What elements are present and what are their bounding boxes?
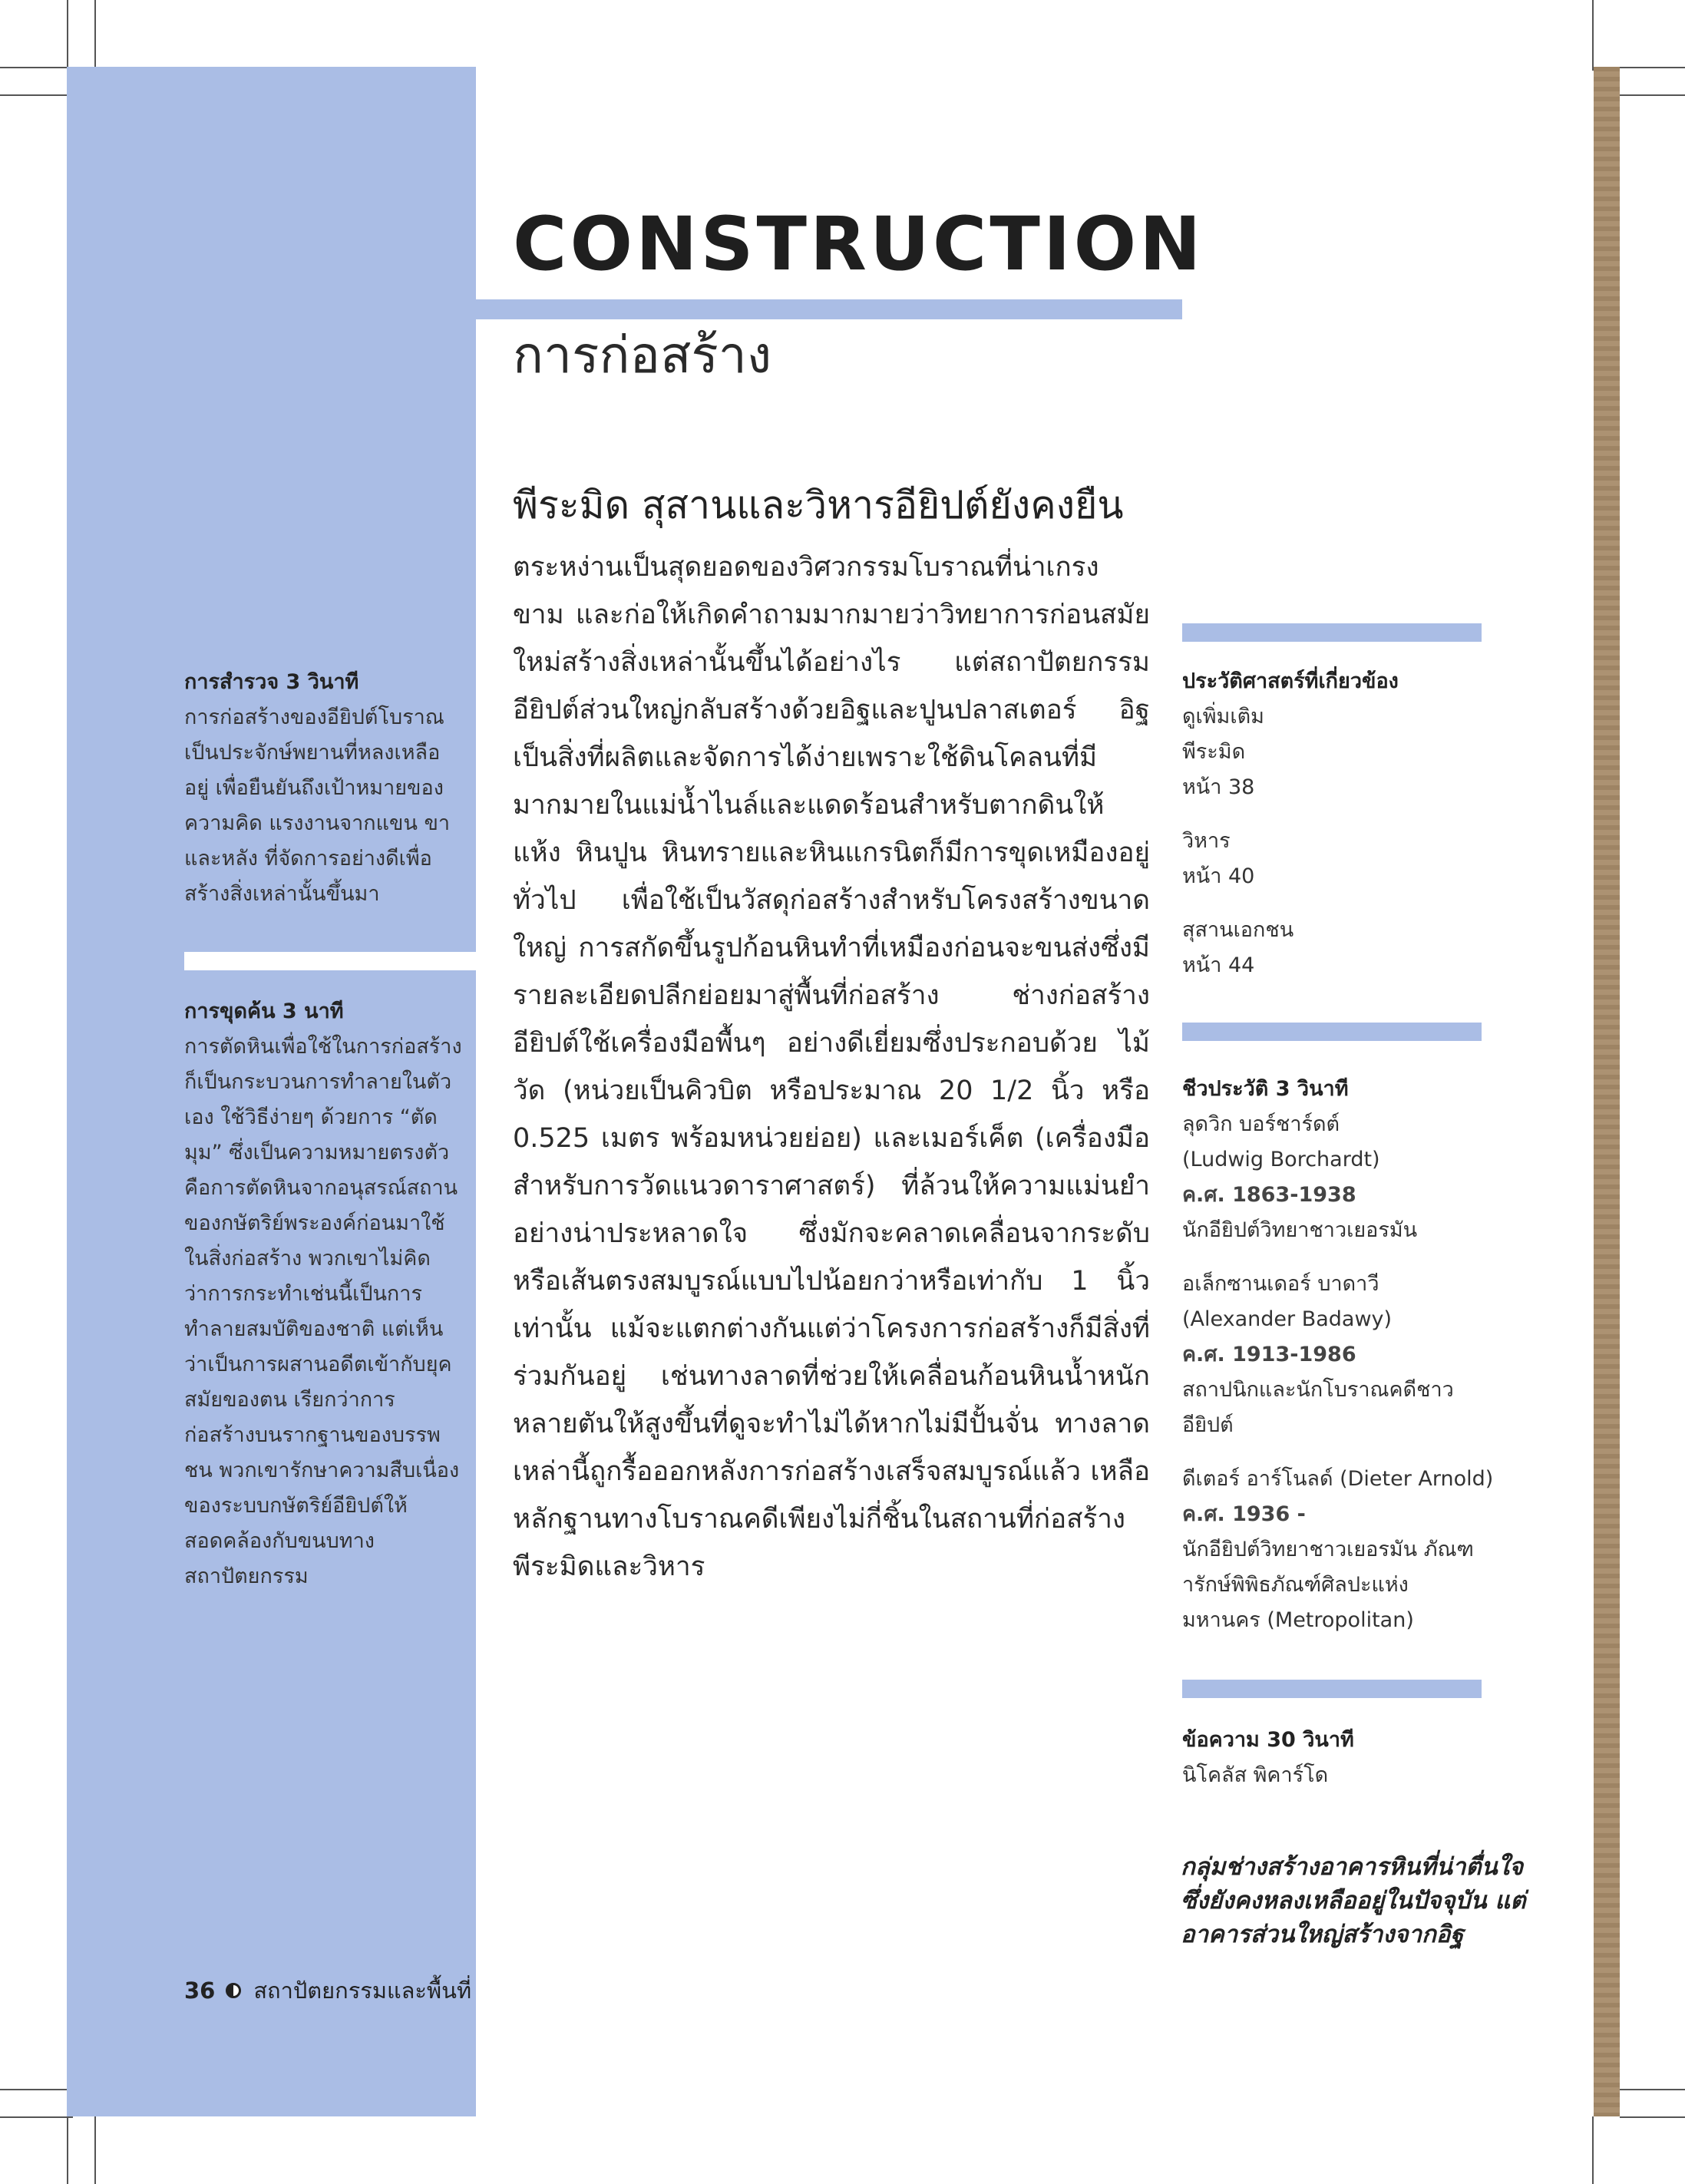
related-item: วิหาร	[1182, 829, 1231, 853]
photo-edge-strip	[1594, 67, 1620, 2116]
bio-latin-name: (Alexander Badawy)	[1182, 1307, 1393, 1331]
excavation-text: การตัดหินเพื่อใช้ในการก่อสร้างก็เป็นกระบวนการทำลายในตัวเอง ใช้วิธีง่ายๆ ด้วยการ “ตัดมุม” ซึ่งเป็นความหมายตรงตัว คือการตัดหินจากอนุสรณ์สถานของกษัตริย์พระองค์ก่อนมาใช้ในสิ่งก่อสร้าง พวกเขาไม่คิดว่าการกระทำเช่นนี้เป็นการทำลายสมบัติของชาติ แต่เห็นว่าเป็นการผสานอดีตเข้ากับยุคสมัยของตน เรียกว่าการก่อสร้างบนรากฐานของบรรพชน พวกเขารักษาความสืบเนื่องของระบบกษัตริย์อียิปต์ให้สอดคล้องกับขนบทางสถาปัตยกรรม	[184, 1035, 462, 1588]
bio-desc: นักอียิปต์วิทยาชาวเยอรมัน	[1182, 1218, 1418, 1242]
crop-mark	[1592, 0, 1594, 71]
page-title: CONSTRUCTION	[513, 201, 1204, 287]
article-body: ตระหง่านเป็นสุดยอดของวิศวกรรมโบราณที่น่าเกรงขาม และก่อให้เกิดคำถามมากมายว่าวิทยาการก่อนสมัยใหม่สร้างสิ่งเหล่านั้นขึ้นได้อย่างไร แต่สถาปัตยกรรมอียิปต์ส่วนใหญ่กลับสร้างด้วยอิฐและปูนปลาสเตอร์ อิฐเป็นสิ่งที่ผลิตและจัดการได้ง่ายเพราะใช้ดินโคลนที่มีมากมายในแม่น้ำไนล์และแดดร้อนสำหรับตากดินให้แห้ง หินปูน หินทรายและหินแกรนิตก็มีการขุดเหมืองอยู่ทั่วไป เพื่อใช้เป็นวัสดุก่อสร้างสำหรับโครงสร้างขนาดใหญ่ การสกัดขึ้นรูปก้อนหินทำที่เหมืองก่อนจะขนส่งซึ่งมีรายละเอียดปลีกย่อยมาสู่พื้นที่ก่อสร้าง ช่างก่อสร้างอียิปต์ใช้เครื่องมือพื้นๆ อย่างดีเยี่ยมซึ่งประกอบด้วย ไม้วัด (หน่วยเป็นคิวบิต หรือประมาณ 20 1/2 นิ้ว หรือ 0.525 เมตร พร้อมหน่วยย่อย) และเมอร์เค็ต (เครื่องมือสำหรับการวัดแนวดาราศาสตร์) ที่ล้วนให้ความแม่นยำอย่างน่าประหลาดใจ ซึ่งมักจะคลาดเคลื่อนจากระดับหรือเส้นตรงสมบูรณ์แบบไปน้อยกว่าหรือเท่ากับ 1 นิ้วเท่านั้น แม้จะแตกต่างกันแต่ว่าโครงการก่อสร้างก็มีสิ่งที่ร่วมกันอยู่ เช่นทางลาดที่ช่วยให้เคลื่อนก้อนหินน้ำหนักหลายตันให้สูงขึ้นที่ดูจะทำไม่ได้หากไม่มีปั้นจั่น ทางลาดเหล่านี้ถูกรื้อออกหลังการก่อสร้างเสร็จสมบูรณ์แล้ว เหลือหลักฐานทางโบราณคดีเพียงไม่กี่ชิ้นในสถานที่ก่อสร้างพีระมิดและวิหาร	[513, 552, 1150, 1582]
related-page: หน้า 38	[1182, 775, 1255, 799]
crop-mark	[94, 2116, 96, 2184]
section-name: สถาปัตยกรรมและพื้นที่	[253, 1977, 472, 2004]
excavation-heading: การขุดค้น 3 นาที	[184, 999, 344, 1023]
crop-mark	[1620, 67, 1685, 68]
bio-name: ลุดวิก บอร์ชาร์ดต์	[1182, 1112, 1340, 1136]
excavation-box	[184, 994, 462, 1594]
bio-desc: สถาปนิกและนักโบราณคดีชาวอียิปต์	[1182, 1378, 1454, 1437]
half-circle-icon	[226, 1983, 241, 1998]
crop-mark	[0, 94, 73, 96]
page-subtitle: การก่อสร้าง	[513, 325, 772, 385]
section-divider	[184, 952, 476, 970]
see-also-label: ดูเพิ่มเติม	[1182, 705, 1264, 729]
bio-years: ค.ศ. 1936 -	[1182, 1502, 1306, 1526]
crop-mark	[0, 2116, 73, 2118]
survey-box	[184, 665, 457, 912]
text30-author: นิโคลัส พิคาร์โด	[1182, 1763, 1329, 1787]
bio-desc: นักอียิปต์วิทยาชาวเยอรมัน ภัณฑารักษ์พิพิธภัณฑ์ศิลปะแห่งมหานคร (Metropolitan)	[1182, 1538, 1474, 1632]
bio-name: ดีเตอร์ อาร์โนลด์ (Dieter Arnold)	[1182, 1467, 1494, 1491]
bio-years: ค.ศ. 1913-1986	[1182, 1343, 1356, 1366]
bio-latin-name: (Ludwig Borchardt)	[1182, 1148, 1380, 1171]
bio-years: ค.ศ. 1863-1938	[1182, 1183, 1356, 1207]
related-history-box	[1182, 664, 1551, 983]
lead-sentence: พีระมิด สุสานและวิหารอียิปต์ยังคงยืน	[513, 483, 1124, 527]
section-divider	[1182, 623, 1482, 642]
related-item: พีระมิด	[1182, 740, 1246, 764]
crop-mark	[67, 2116, 68, 2184]
bio-name: อเล็กซานเดอร์ บาดาวี	[1182, 1272, 1379, 1296]
survey-text: การก่อสร้างของอียิปต์โบราณเป็นประจักษ์พยานที่หลงเหลืออยู่ เพื่อยืนยันถึงเป้าหมายของความคิด แรงงานจากแขน ขา และหลัง ที่จัดการอย่างดีเพื่อสร้างสิ่งเหล่านั้นขึ้นมา	[184, 705, 451, 906]
page-number: 36	[184, 1977, 216, 2004]
crop-mark	[94, 0, 96, 71]
survey-heading: การสำรวจ 3 วินาที	[184, 670, 359, 694]
crop-mark	[0, 2089, 73, 2090]
crop-mark	[1592, 2116, 1594, 2184]
bio-heading: ชีวประวัติ 3 วินาที	[1182, 1077, 1349, 1101]
text30-box	[1182, 1723, 1551, 1793]
title-underline	[476, 299, 1182, 319]
text30-heading: ข้อความ 30 วินาที	[1182, 1728, 1354, 1752]
crop-mark	[0, 67, 73, 68]
related-page: หน้า 44	[1182, 953, 1255, 977]
related-item: สุสานเอกชน	[1182, 918, 1294, 942]
section-divider	[1182, 1023, 1482, 1041]
section-divider	[1182, 1680, 1482, 1698]
crop-mark	[1620, 2089, 1685, 2090]
crop-mark	[1620, 94, 1685, 96]
crop-mark	[67, 0, 68, 71]
crop-mark	[1620, 2116, 1685, 2118]
related-page: หน้า 40	[1182, 864, 1255, 888]
image-caption: กลุ่มช่างสร้างอาคารหินที่น่าตื่นใจ ซึ่งยังคงหลงเหลืออยู่ในปัจจุบัน แต่อาคารส่วนใหญ่สร้างจากอิฐ	[1181, 1853, 1526, 1948]
related-heading: ประวัติศาสตร์ที่เกี่ยวข้อง	[1182, 669, 1399, 693]
page-footer	[184, 1973, 471, 2008]
biography-box	[1182, 1072, 1551, 1638]
